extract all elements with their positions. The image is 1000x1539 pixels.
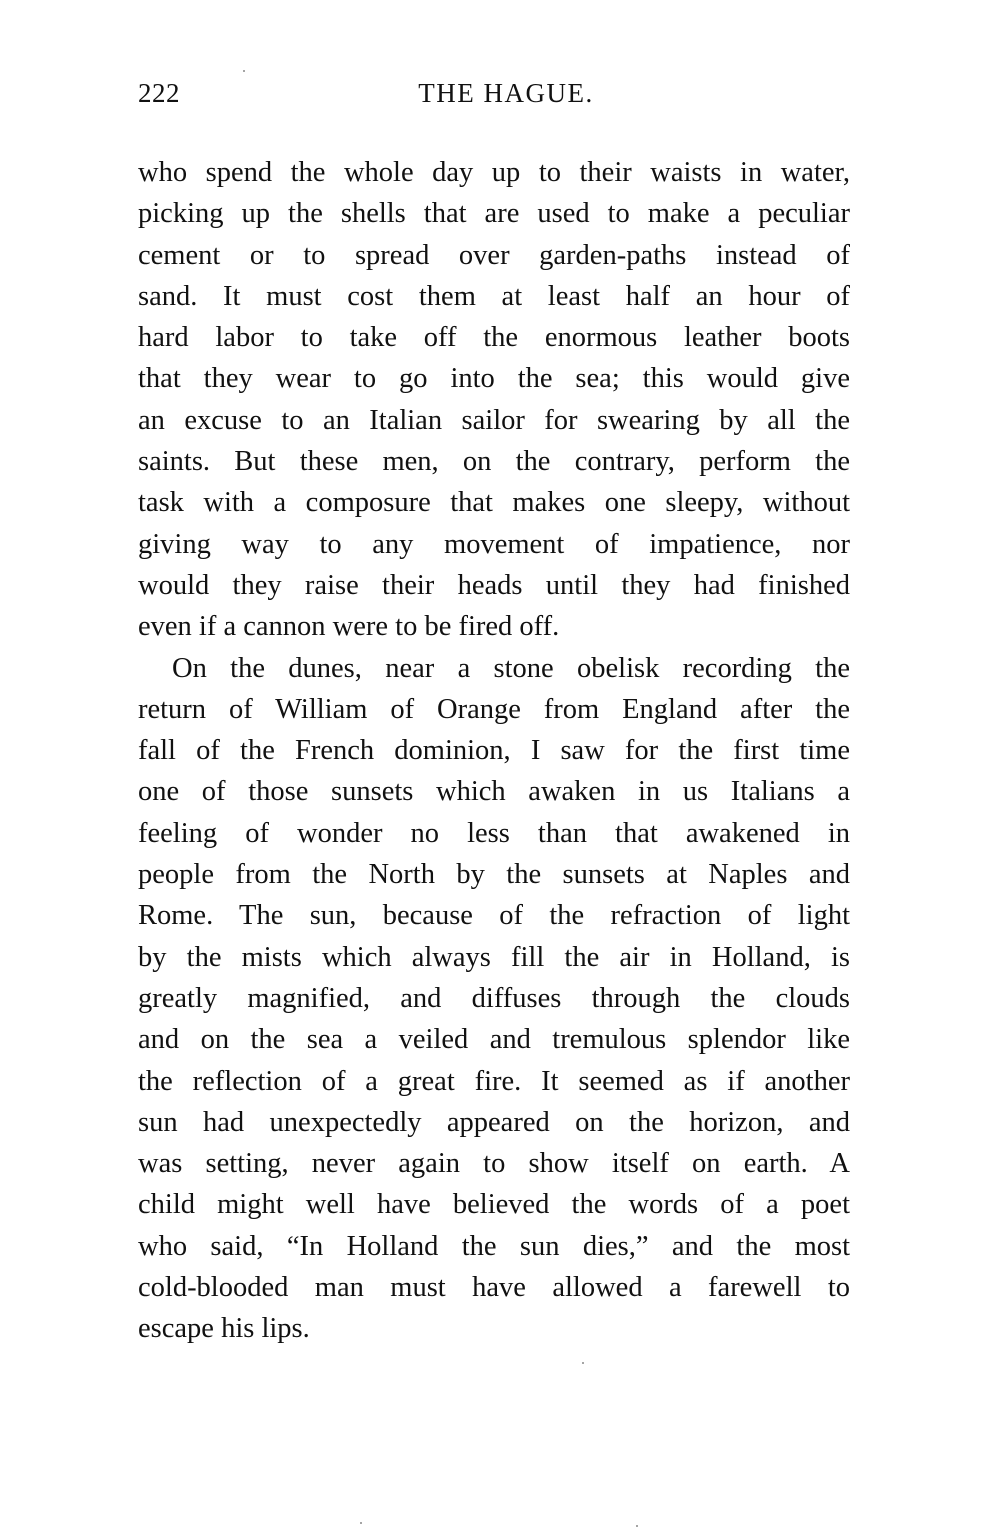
text-line: feeling of wonder no less than that awakened in bbox=[138, 817, 850, 849]
body-text bbox=[138, 152, 850, 1350]
paragraph-2 bbox=[138, 648, 850, 1350]
text-line: by the mists which always fill the air in Holland, is bbox=[138, 941, 850, 973]
text-line: hard labor to take off the enormous leather boots bbox=[138, 322, 850, 354]
text-line: the reflection of a great fire. It seemed as if another bbox=[138, 1065, 850, 1097]
text-line: people from the North by the sunsets at Naples and bbox=[138, 859, 850, 891]
text-line: an excuse to an Italian sailor for swearing by all the bbox=[138, 404, 850, 436]
paper-speck bbox=[636, 1525, 638, 1527]
text-line: who spend the whole day up to their waists in water, bbox=[138, 157, 850, 188]
text-line: was setting, never again to show itself on earth. A bbox=[138, 1148, 850, 1180]
text-line: one of those sunsets which awaken in us Italians a bbox=[138, 776, 850, 808]
text-line: fall of the French dominion, I saw for the first time bbox=[138, 735, 850, 767]
running-title: THE HAGUE. bbox=[418, 78, 594, 108]
paper-speck bbox=[582, 1362, 584, 1364]
text-line: who said, “In Holland the sun dies,” and the most bbox=[138, 1230, 850, 1262]
text-line: saints. But these men, on the contrary, perform the bbox=[138, 446, 850, 478]
paragraph-1 bbox=[138, 152, 850, 648]
text-line: that they wear to go into the sea; this would give bbox=[138, 363, 850, 395]
page-number: 222 bbox=[138, 78, 180, 108]
text-line: escape his lips. bbox=[138, 1313, 310, 1345]
text-line: cement or to spread over garden-paths instead of bbox=[138, 239, 850, 271]
paper-speck bbox=[360, 1522, 362, 1524]
paper-speck bbox=[243, 70, 245, 72]
text-line: would they raise their heads until they had finished bbox=[138, 569, 850, 601]
running-head bbox=[138, 78, 850, 118]
text-line: child might well have believed the words of a poet bbox=[138, 1189, 850, 1221]
text-line: picking up the shells that are used to make a peculiar bbox=[138, 198, 850, 230]
text-line: On the dunes, near a stone obelisk recording the bbox=[172, 652, 850, 684]
text-line: return of William of Orange from England after the bbox=[138, 693, 850, 725]
text-line: cold-blooded man must have allowed a farewell to bbox=[138, 1272, 850, 1304]
text-line: Rome. The sun, because of the refraction of light bbox=[138, 900, 850, 932]
text-line: and on the sea a veiled and tremulous splendor like bbox=[138, 1024, 850, 1056]
text-line: even if a cannon were to be fired off. bbox=[138, 611, 560, 643]
text-line: greatly magnified, and diffuses through the clouds bbox=[138, 982, 850, 1014]
text-line: sand. It must cost them at least half an hour of bbox=[138, 280, 850, 312]
text-line: giving way to any movement of impatience, nor bbox=[138, 528, 850, 560]
text-line: sun had unexpectedly appeared on the horizon, and bbox=[138, 1106, 850, 1138]
text-line: task with a composure that makes one sleepy, without bbox=[138, 487, 850, 519]
